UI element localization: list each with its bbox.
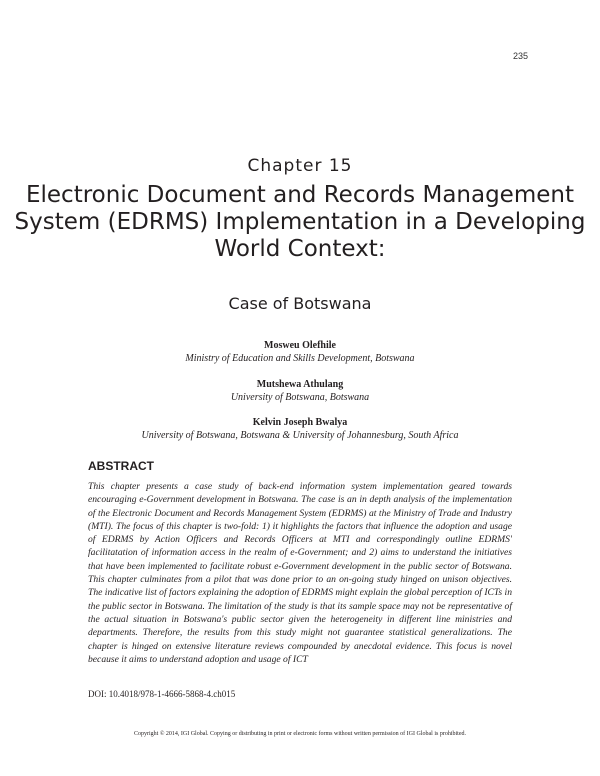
abstract-body: This chapter presents a case study of back-end information system implementation geared towards encouraging e-Government development in Botswana. The case is an in depth analysis of the implementation of the Electronic Document and Records Management System (EDRMS) at the Ministry of Trade and Industry (MTI). The focus of this chapter is two-fold: 1) it highlights the factors that influence the adoption and usage of EDRMS by Action Officers and Records Officers at MTI and correspondingly outline EDRMS' facilitatation of information access in the realm of e-Government; and 2) aims to understand the initiatives that have been implemented to facilitate robust e-Government development in the public sector of Botswana. This chapter culminates from a pilot that was done prior to an on-going study hinged on unison objectives. The indicative list of factors explaining the adoption of EDRMS might explain the global perception of ICTs in the public sector in Botswana. The limitation of the study is that its sample space may not be representative of the actual situation in Botswana's public sector given the heterogeneity in different line ministries and departments. Therefore, the results from this study might not guarantee statistical generalizations. The chapter is hinged on extensive literature reviews compounded by anecdotal evidence. This focus is novel because it aims to understand adoption and usage of ICT: [88, 481, 512, 665]
author-affiliation: University of Botswana, Botswana & University of Johannesburg, South Africa: [141, 430, 459, 441]
author-block: [0, 416, 600, 442]
author-block: [0, 339, 600, 365]
chapter-label: Chapter 15: [247, 156, 353, 176]
chapter-subtitle: Case of Botswana: [228, 294, 372, 313]
author-affiliation: Ministry of Education and Skills Development, Botswana: [185, 353, 415, 364]
abstract-heading: ABSTRACT: [88, 459, 154, 473]
author-name: Mosweu Olefhile: [264, 340, 336, 351]
author-name: Mutshewa Athulang: [256, 379, 344, 390]
author-block: [0, 378, 600, 404]
copyright-notice: Copyright © 2014, IGI Global. Copying or distributing in print or electronic forms without written permission of IGI Global is prohibited.: [133, 731, 466, 737]
author-affiliation: University of Botswana, Botswana: [230, 392, 370, 403]
chapter-title: Electronic Document and Records Management System (EDRMS) Implementation in a Developing World Context:: [14, 182, 586, 262]
page-number: 235: [512, 51, 528, 61]
doi-link[interactable]: DOI: 10.4018/978-1-4666-5868-4.ch015: [88, 689, 236, 699]
author-name: Kelvin Joseph Bwalya: [252, 417, 348, 428]
